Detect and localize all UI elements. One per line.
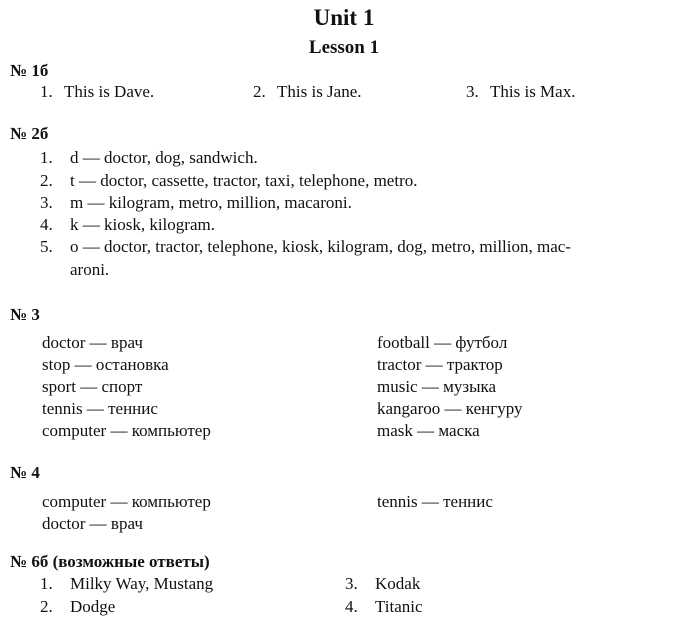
ex6-item [40,598,115,615]
ex2-item-text: k — kiosk, kilogram. [70,215,215,234]
ex1-item-num: 3. [466,82,479,101]
ex3-left-word: computer — компьютер [42,421,211,440]
ex6-item-num: 3. [345,574,358,593]
exercise-4-heading: № 4 [10,463,40,482]
exercise-6-heading: № 6б (возможные ответы) [10,552,210,571]
ex2-item-continuation: aroni. [70,260,110,279]
ex2-item-num: 5. [40,237,53,256]
exercise-1-heading: № 1б [10,61,49,80]
ex3-right-word: football — футбол [377,333,508,352]
ex3-left-word: tennis — теннис [42,399,158,418]
ex6-item-text: Milky Way, Mustang [70,574,214,593]
ex2-item [40,194,352,211]
ex2-item-num: 3. [40,193,53,212]
ex2-item-text: m — kilogram, metro, million, macaroni. [70,193,352,212]
ex4-right-word: tennis — теннис [377,492,493,511]
ex6-item-num: 1. [40,574,53,593]
ex1-item-num: 2. [253,82,266,101]
ex2-item [40,216,215,233]
ex3-right-word: kangaroo — кенгуру [377,399,523,418]
ex3-left-word: sport — спорт [42,377,143,396]
ex2-item-text: t — doctor, cassette, tractor, taxi, telephone, metro. [70,171,418,190]
ex1-item [253,83,362,100]
ex2-item-num: 2. [40,171,53,190]
ex4-left-word: computer — компьютер [42,492,211,511]
ex1-item [466,83,575,100]
ex6-item [345,598,423,615]
ex2-item [40,149,258,166]
lesson-title: Lesson 1 [308,37,380,58]
unit-title: Unit 1 [313,5,375,30]
ex3-right-word: tractor — трактор [377,355,503,374]
ex2-item [40,172,418,189]
exercise-3-heading: № 3 [10,305,40,324]
ex6-item-text: Titanic [375,597,423,616]
exercise-2-heading: № 2б [10,124,49,143]
ex3-right-word: music — музыка [377,377,497,396]
ex1-item-text: This is Dave. [64,82,155,101]
ex3-left-word: doctor — врач [42,333,143,352]
ex6-item-num: 2. [40,597,53,616]
ex6-item [345,575,420,592]
ex1-item-num: 1. [40,82,53,101]
ex6-item [40,575,213,592]
ex1-item-text: This is Max. [490,82,576,101]
ex2-item-text: o — doctor, tractor, telephone, kiosk, kilogram, dog, metro, million, mac- [70,237,571,256]
ex2-item-text: d — doctor, dog, sandwich. [70,148,258,167]
ex6-item-text: Kodak [375,574,421,593]
ex2-item [40,238,571,255]
ex1-item [40,83,154,100]
ex1-item-text: This is Jane. [277,82,362,101]
ex2-item-num: 1. [40,148,53,167]
ex4-left-word: doctor — врач [42,514,143,533]
ex3-right-word: mask — маска [377,421,480,440]
ex6-item-num: 4. [345,597,358,616]
ex2-item-num: 4. [40,215,53,234]
ex3-left-word: stop — остановка [42,355,169,374]
ex6-item-text: Dodge [70,597,116,616]
